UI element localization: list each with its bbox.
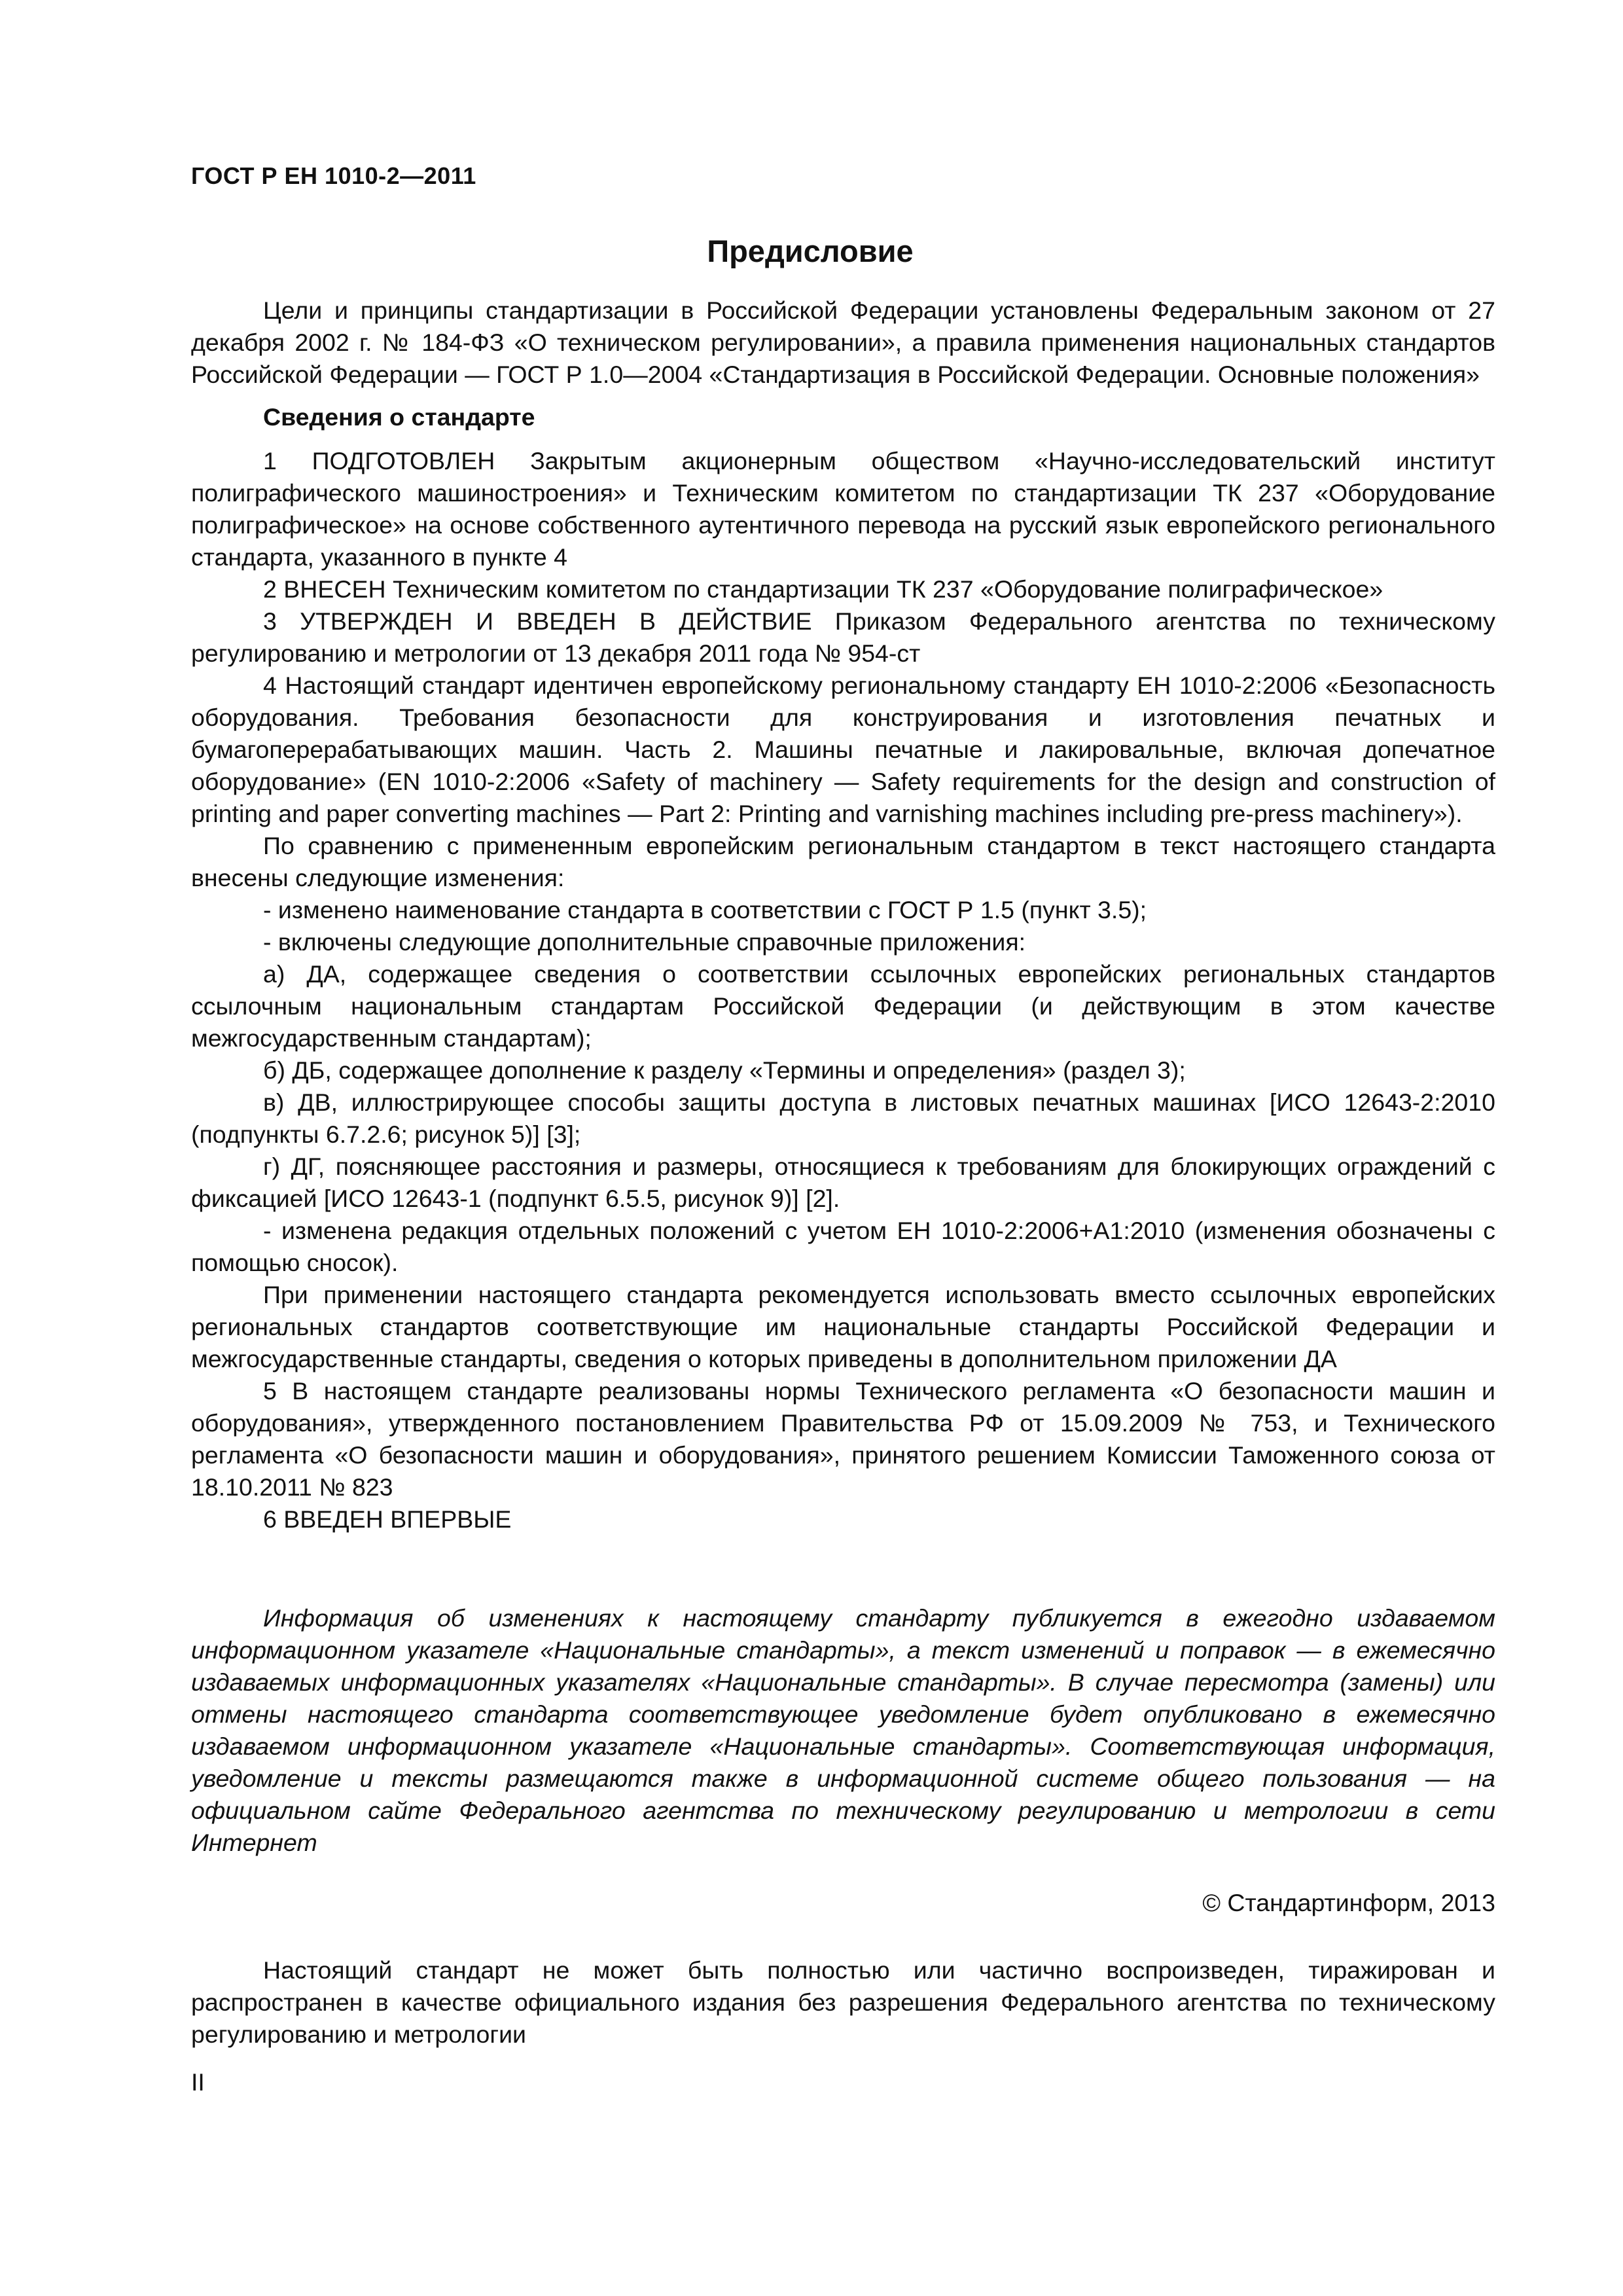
annex-dg: г) ДГ, поясняющее расстояния и размеры, относящиеся к требованиям для блокирующих ограждений с фиксацией [ИСО 12643-1 (подпункт 6.5.5, рисунок 9)] [2]. — [191, 1153, 1495, 1212]
change-annexes: - включены следующие дополнительные справочные приложения: — [263, 928, 1026, 956]
item-first-introduced: 6 ВВЕДЕН ВПЕРВЫЕ — [263, 1505, 512, 1533]
item-tech-regulation: 5 В настоящем стандарте реализованы нормы Технического регламента «О безопасности машин и оборудования», утвержденного постановлением Правительства РФ от 15.09.2009 № 753, и Технического регламента «О безопасности машин и оборудования», принятого решением Комиссии Таможенного союза от 18.10.2011 № 823 — [191, 1377, 1495, 1501]
standard-info-heading: Сведения о стандарте — [263, 403, 535, 431]
changes-info-notice — [191, 1602, 1495, 1859]
intro-paragraph: Цели и принципы стандартизации в Российской Федерации установлены Федеральным законом от 27 декабря 2002 г. № 184-ФЗ «О техническом регулировании», а правила применения национальных стандартов Российской Федерации — ГОСТ Р 1.0—2004 «Стандартизация в Российской Федерации. Основные положения» — [191, 296, 1495, 388]
item-submitted: 2 ВНЕСЕН Техническим комитетом по стандартизации ТК 237 «Оборудование полиграфическое» — [263, 575, 1383, 603]
annex-da: а) ДА, содержащее сведения о соответствии ссылочных европейских региональных стандартов ссылочным национальным стандартам Российской Федерации (и действующим в этом качестве межгосударственным стандартам); — [191, 960, 1495, 1052]
reproduction-notice-text: Настоящий стандарт не может быть полностью или частично воспроизведен, тиражирован и распространен в качестве официального издания без разрешения Федерального агентства по техническому регулированию и метрологии — [191, 1956, 1495, 2048]
foreword-body — [191, 295, 1495, 1535]
page-number: II — [191, 2068, 205, 2096]
item-approved: 3 УТВЕРЖДЕН И ВВЕДЕН В ДЕЙСТВИЕ Приказом Федерального агентства по техническому регулированию и метрологии от 13 декабря 2011 года № 954-ст — [191, 607, 1495, 667]
page-title: Предисловие — [707, 234, 914, 268]
changes-intro: По сравнению с примененным европейским региональным стандартом в текст настоящего стандарта внесены следующие изменения: — [191, 832, 1495, 891]
reproduction-notice — [191, 1954, 1495, 2051]
info-notice-text: Информация об изменениях к настоящему стандарту публикуется в ежегодно издаваемом информационном указателе «Национальные стандарты», а текст изменений и поправок — в ежемесячно издаваемых информационных указателях «Национальные стандарты». В случае пересмотра (замены) или отмены настоящего стандарта соответствующее уведомление будет опубликовано в ежемесячно издаваемом информационном указателе «Национальные стандарты». Соответствующая информация, уведомление и тексты размещаются также в информационной системе общего пользования — на официальном сайте Федерального агентства по техническому регулированию и метрологии в сети Интернет — [191, 1604, 1495, 1856]
annex-dv: в) ДВ, иллюстрирующее способы защиты доступа в листовых печатных машинах [ИСО 12643-2:2010 (подпункты 6.7.2.6; рисунок 5)] [3]; — [191, 1088, 1495, 1148]
copyright: © Стандартинформ, 2013 — [1202, 1889, 1495, 1916]
annex-db: б) ДБ, содержащее дополнение к разделу «Термины и определения» (раздел 3); — [263, 1056, 1186, 1084]
application-note: При применении настоящего стандарта рекомендуется использовать вместо ссылочных европейских региональных стандартов соответствующие им национальные стандарты Российской Федерации и межгосударственные стандарты, сведения о которых приведены в дополнительном приложении ДА — [191, 1281, 1495, 1372]
change-name: - изменено наименование стандарта в соответствии с ГОСТ Р 1.5 (пункт 3.5); — [263, 896, 1147, 924]
item-identical: 4 Настоящий стандарт идентичен европейскому региональному стандарту ЕН 1010-2:2006 «Безопасность оборудования. Требования безопасности для конструирования и изготовления печатных и бумагоперерабатывающих машин. Часть 2. Машины печатные и лакировальные, включая допечатное оборудование» (EN 1010-2:2006 «Safety of machinery — Safety requirements for the design and construction of printing and paper converting machines — Part 2: Printing and varnishing machines including pre-press machinery»). — [191, 672, 1495, 827]
document-code: ГОСТ Р ЕН 1010-2—2011 — [191, 162, 476, 189]
change-edition: - изменена редакция отдельных положений с учетом ЕН 1010-2:2006+А1:2010 (изменения обозначены с помощью сносок). — [191, 1217, 1495, 1276]
item-prepared: 1 ПОДГОТОВЛЕН Закрытым акционерным обществом «Научно-исследовательский институт полиграфического машиностроения» и Техническим комитетом по стандартизации ТК 237 «Оборудование полиграфическое» на основе собственного аутентичного перевода на русский язык европейского регионального стандарта, указанного в пункте 4 — [191, 447, 1495, 571]
